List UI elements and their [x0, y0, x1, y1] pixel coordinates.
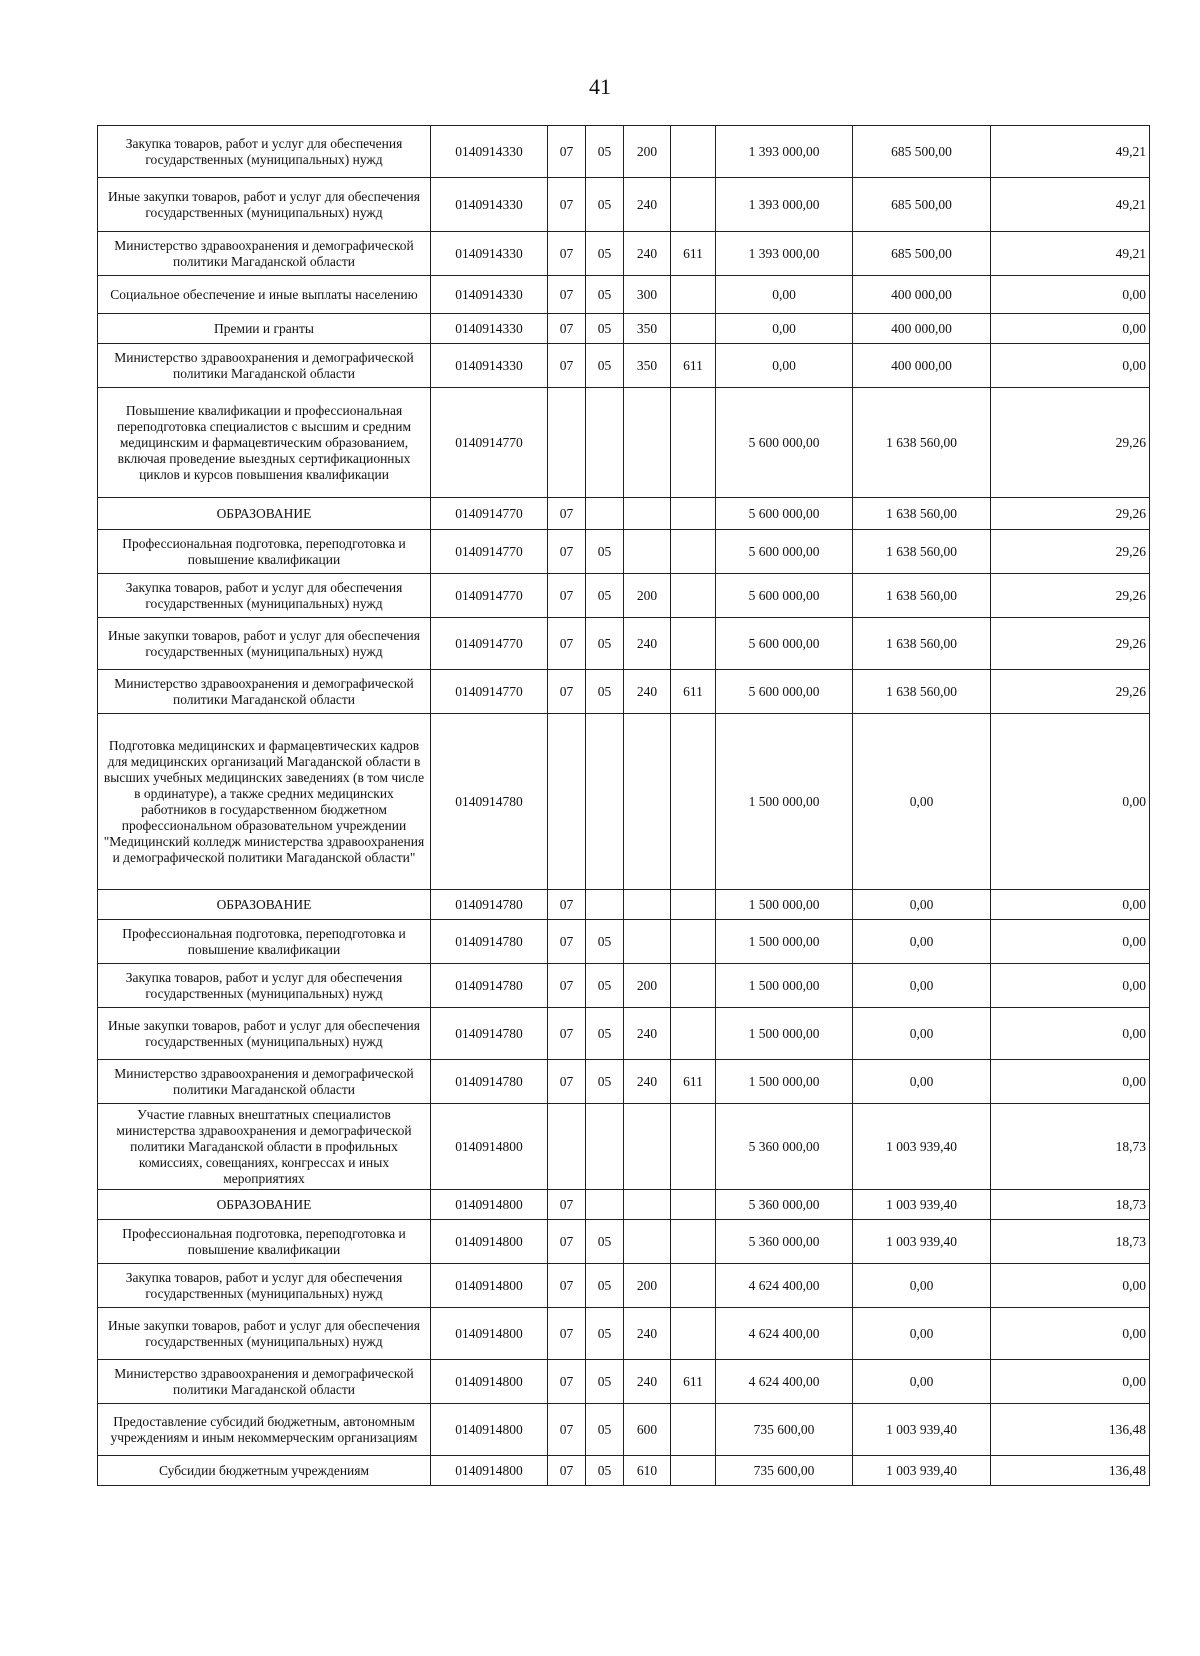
row-fact: 685 500,00 — [853, 232, 991, 276]
row-fact: 0,00 — [853, 920, 991, 964]
row-pr: 05 — [586, 618, 624, 670]
row-pct: 49,21 — [991, 232, 1150, 276]
row-pct: 29,26 — [991, 574, 1150, 618]
row-fact: 0,00 — [853, 1060, 991, 1104]
row-rz: 07 — [548, 1264, 586, 1308]
row-plan: 5 600 000,00 — [716, 574, 853, 618]
row-fact: 0,00 — [853, 1264, 991, 1308]
row-code: 0140914780 — [431, 890, 548, 920]
row-pct: 136,48 — [991, 1456, 1150, 1486]
row-pct: 49,21 — [991, 126, 1150, 178]
row-rz: 07 — [548, 1008, 586, 1060]
row-name: Профессиональная подготовка, переподготовка и повышение квалификации — [98, 530, 431, 574]
table-row — [98, 670, 1150, 714]
row-rz: 07 — [548, 1308, 586, 1360]
row-code: 0140914770 — [431, 388, 548, 498]
row-pct: 136,48 — [991, 1404, 1150, 1456]
table-row — [98, 1264, 1150, 1308]
row-grbs — [671, 498, 716, 530]
row-rz: 07 — [548, 1220, 586, 1264]
row-vr: 240 — [624, 618, 671, 670]
table-row — [98, 1104, 1150, 1190]
row-code: 0140914770 — [431, 498, 548, 530]
row-name: Субсидии бюджетным учреждениям — [98, 1456, 431, 1486]
row-plan: 1 393 000,00 — [716, 178, 853, 232]
table-row — [98, 890, 1150, 920]
row-pr: 05 — [586, 670, 624, 714]
row-name: Подготовка медицинских и фармацевтических кадров для медицинских организаций Магаданской области в высших учебных медицинских заведениях (в том числе в ординатуре), а также средних медицинских работников в государственном бюджетном профессиональном образовательном учреждении "Медицинский колледж министерства здравоохранения и демографической политики Магаданской области" — [98, 714, 431, 890]
row-rz: 07 — [548, 276, 586, 314]
table-row — [98, 498, 1150, 530]
row-fact: 1 638 560,00 — [853, 530, 991, 574]
row-rz: 07 — [548, 1404, 586, 1456]
row-grbs — [671, 1456, 716, 1486]
row-code: 0140914800 — [431, 1360, 548, 1404]
row-grbs — [671, 1308, 716, 1360]
row-fact: 0,00 — [853, 1308, 991, 1360]
table-row — [98, 1404, 1150, 1456]
row-name: Министерство здравоохранения и демографической политики Магаданской области — [98, 344, 431, 388]
row-name: Иные закупки товаров, работ и услуг для обеспечения государственных (муниципальных) нужд — [98, 1008, 431, 1060]
row-grbs — [671, 574, 716, 618]
row-code: 0140914330 — [431, 232, 548, 276]
table-row — [98, 1220, 1150, 1264]
row-vr — [624, 1190, 671, 1220]
row-fact: 1 003 939,40 — [853, 1190, 991, 1220]
row-vr: 240 — [624, 1360, 671, 1404]
row-fact: 1 003 939,40 — [853, 1456, 991, 1486]
row-fact: 1 638 560,00 — [853, 574, 991, 618]
row-pr: 05 — [586, 964, 624, 1008]
row-pr: 05 — [586, 1264, 624, 1308]
row-rz: 07 — [548, 178, 586, 232]
row-pr: 05 — [586, 1360, 624, 1404]
row-fact: 0,00 — [853, 964, 991, 1008]
row-fact: 685 500,00 — [853, 126, 991, 178]
row-code: 0140914330 — [431, 314, 548, 344]
row-rz: 07 — [548, 920, 586, 964]
table-row — [98, 388, 1150, 498]
row-rz: 07 — [548, 498, 586, 530]
table-row — [98, 1008, 1150, 1060]
row-name: Профессиональная подготовка, переподготовка и повышение квалификации — [98, 920, 431, 964]
row-name: Закупка товаров, работ и услуг для обеспечения государственных (муниципальных) нужд — [98, 126, 431, 178]
row-rz: 07 — [548, 1190, 586, 1220]
row-pr: 05 — [586, 314, 624, 344]
row-vr: 600 — [624, 1404, 671, 1456]
row-plan: 1 500 000,00 — [716, 714, 853, 890]
row-name: ОБРАЗОВАНИЕ — [98, 498, 431, 530]
row-grbs — [671, 530, 716, 574]
row-code: 0140914800 — [431, 1456, 548, 1486]
row-name: Профессиональная подготовка, переподготовка и повышение квалификации — [98, 1220, 431, 1264]
row-plan: 5 600 000,00 — [716, 670, 853, 714]
row-grbs: 611 — [671, 670, 716, 714]
table-row — [98, 618, 1150, 670]
row-plan: 5 360 000,00 — [716, 1104, 853, 1190]
row-fact: 1 638 560,00 — [853, 670, 991, 714]
row-pr: 05 — [586, 1220, 624, 1264]
row-rz — [548, 714, 586, 890]
row-pct: 0,00 — [991, 890, 1150, 920]
table-row — [98, 344, 1150, 388]
budget-table — [97, 125, 1150, 1486]
table-row — [98, 1360, 1150, 1404]
row-pct: 0,00 — [991, 1008, 1150, 1060]
table-row — [98, 574, 1150, 618]
row-vr: 240 — [624, 232, 671, 276]
row-plan: 0,00 — [716, 276, 853, 314]
row-fact: 1 003 939,40 — [853, 1220, 991, 1264]
table-row — [98, 276, 1150, 314]
row-name: Иные закупки товаров, работ и услуг для обеспечения государственных (муниципальных) нужд — [98, 618, 431, 670]
row-name: ОБРАЗОВАНИЕ — [98, 1190, 431, 1220]
row-vr: 240 — [624, 1308, 671, 1360]
row-pr: 05 — [586, 574, 624, 618]
row-grbs — [671, 1008, 716, 1060]
row-rz: 07 — [548, 890, 586, 920]
row-vr: 200 — [624, 126, 671, 178]
row-grbs — [671, 890, 716, 920]
row-grbs: 611 — [671, 1060, 716, 1104]
row-grbs — [671, 1190, 716, 1220]
row-rz: 07 — [548, 1360, 586, 1404]
table-row — [98, 964, 1150, 1008]
row-name: Министерство здравоохранения и демографической политики Магаданской области — [98, 1060, 431, 1104]
row-vr — [624, 530, 671, 574]
table-row — [98, 1456, 1150, 1486]
row-pct: 0,00 — [991, 276, 1150, 314]
row-vr: 300 — [624, 276, 671, 314]
row-pct: 49,21 — [991, 178, 1150, 232]
row-rz: 07 — [548, 1060, 586, 1104]
row-code: 0140914780 — [431, 964, 548, 1008]
page-number: 41 — [589, 74, 611, 99]
row-pct: 0,00 — [991, 964, 1150, 1008]
row-plan: 4 624 400,00 — [716, 1308, 853, 1360]
row-fact: 1 003 939,40 — [853, 1404, 991, 1456]
row-name: Иные закупки товаров, работ и услуг для обеспечения государственных (муниципальных) нужд — [98, 178, 431, 232]
row-code: 0140914770 — [431, 574, 548, 618]
row-code: 0140914780 — [431, 1008, 548, 1060]
row-name: Министерство здравоохранения и демографической политики Магаданской области — [98, 670, 431, 714]
row-name: Иные закупки товаров, работ и услуг для обеспечения государственных (муниципальных) нужд — [98, 1308, 431, 1360]
row-code: 0140914330 — [431, 276, 548, 314]
table-row — [98, 178, 1150, 232]
row-pct: 0,00 — [991, 920, 1150, 964]
row-vr: 240 — [624, 1060, 671, 1104]
row-fact: 685 500,00 — [853, 178, 991, 232]
row-grbs — [671, 920, 716, 964]
row-pr: 05 — [586, 1456, 624, 1486]
row-grbs — [671, 714, 716, 890]
row-code: 0140914800 — [431, 1220, 548, 1264]
row-fact: 400 000,00 — [853, 314, 991, 344]
row-plan: 5 600 000,00 — [716, 530, 853, 574]
row-pr — [586, 1104, 624, 1190]
row-name: Повышение квалификации и профессиональная переподготовка специалистов с высшим и средним медицинским и фармацевтическим образованием, включая проведение выездных сертификационных циклов и курсов повышения квалификации — [98, 388, 431, 498]
row-pct: 0,00 — [991, 1308, 1150, 1360]
row-plan: 735 600,00 — [716, 1404, 853, 1456]
row-code: 0140914330 — [431, 126, 548, 178]
row-fact: 1 003 939,40 — [853, 1104, 991, 1190]
row-name: Министерство здравоохранения и демографической политики Магаданской области — [98, 1360, 431, 1404]
row-plan: 5 600 000,00 — [716, 498, 853, 530]
row-code: 0140914800 — [431, 1308, 548, 1360]
row-vr — [624, 920, 671, 964]
row-name: Премии и гранты — [98, 314, 431, 344]
row-rz: 07 — [548, 1456, 586, 1486]
row-code: 0140914330 — [431, 344, 548, 388]
row-pct: 29,26 — [991, 670, 1150, 714]
row-pr: 05 — [586, 530, 624, 574]
row-plan: 0,00 — [716, 344, 853, 388]
row-pct: 29,26 — [991, 388, 1150, 498]
row-rz: 07 — [548, 964, 586, 1008]
row-pr — [586, 714, 624, 890]
row-pct: 0,00 — [991, 344, 1150, 388]
row-pct: 18,73 — [991, 1190, 1150, 1220]
row-name: Участие главных внештатных специалистов министерства здравоохранения и демографической политики Магаданской области в профильных комиссиях, совещаниях, конгрессах и иных мероприятиях — [98, 1104, 431, 1190]
row-name: Закупка товаров, работ и услуг для обеспечения государственных (муниципальных) нужд — [98, 964, 431, 1008]
row-name: Закупка товаров, работ и услуг для обеспечения государственных (муниципальных) нужд — [98, 574, 431, 618]
row-grbs — [671, 388, 716, 498]
row-pr: 05 — [586, 344, 624, 388]
row-fact: 1 638 560,00 — [853, 618, 991, 670]
row-grbs — [671, 1220, 716, 1264]
row-pr: 05 — [586, 1008, 624, 1060]
row-rz — [548, 1104, 586, 1190]
row-grbs — [671, 126, 716, 178]
row-rz: 07 — [548, 618, 586, 670]
row-vr — [624, 1220, 671, 1264]
row-pr — [586, 1190, 624, 1220]
row-vr: 200 — [624, 1264, 671, 1308]
row-vr: 610 — [624, 1456, 671, 1486]
row-fact: 1 638 560,00 — [853, 498, 991, 530]
row-pct: 0,00 — [991, 1060, 1150, 1104]
row-pct: 29,26 — [991, 618, 1150, 670]
row-grbs — [671, 1104, 716, 1190]
row-plan: 1 393 000,00 — [716, 126, 853, 178]
row-grbs — [671, 276, 716, 314]
row-code: 0140914770 — [431, 618, 548, 670]
row-code: 0140914770 — [431, 530, 548, 574]
row-rz: 07 — [548, 314, 586, 344]
row-grbs: 611 — [671, 232, 716, 276]
row-pct: 0,00 — [991, 314, 1150, 344]
row-fact: 0,00 — [853, 1360, 991, 1404]
row-pct: 29,26 — [991, 498, 1150, 530]
row-vr: 350 — [624, 344, 671, 388]
row-vr — [624, 498, 671, 530]
row-plan: 4 624 400,00 — [716, 1360, 853, 1404]
table-row — [98, 530, 1150, 574]
row-plan: 1 500 000,00 — [716, 920, 853, 964]
row-pct: 18,73 — [991, 1104, 1150, 1190]
row-rz: 07 — [548, 344, 586, 388]
row-fact: 400 000,00 — [853, 276, 991, 314]
row-pct: 0,00 — [991, 1360, 1150, 1404]
row-pr: 05 — [586, 232, 624, 276]
row-pct: 0,00 — [991, 1264, 1150, 1308]
row-plan: 5 360 000,00 — [716, 1220, 853, 1264]
row-pr — [586, 388, 624, 498]
row-name: Предоставление субсидий бюджетным, автономным учреждениям и иным некоммерческим организациям — [98, 1404, 431, 1456]
table-row — [98, 126, 1150, 178]
row-name: Закупка товаров, работ и услуг для обеспечения государственных (муниципальных) нужд — [98, 1264, 431, 1308]
row-code: 0140914330 — [431, 178, 548, 232]
table-row — [98, 714, 1150, 890]
row-rz: 07 — [548, 232, 586, 276]
row-vr: 240 — [624, 670, 671, 714]
row-name: Министерство здравоохранения и демографической политики Магаданской области — [98, 232, 431, 276]
row-plan: 1 500 000,00 — [716, 890, 853, 920]
row-plan: 735 600,00 — [716, 1456, 853, 1486]
row-plan: 0,00 — [716, 314, 853, 344]
row-rz: 07 — [548, 574, 586, 618]
row-grbs — [671, 618, 716, 670]
row-vr — [624, 388, 671, 498]
row-pct: 0,00 — [991, 714, 1150, 890]
table-row — [98, 1308, 1150, 1360]
row-fact: 0,00 — [853, 714, 991, 890]
table-row — [98, 1190, 1150, 1220]
table-row — [98, 920, 1150, 964]
row-code: 0140914780 — [431, 1060, 548, 1104]
row-pct: 18,73 — [991, 1220, 1150, 1264]
row-code: 0140914780 — [431, 714, 548, 890]
row-pr: 05 — [586, 1060, 624, 1104]
row-vr: 240 — [624, 1008, 671, 1060]
row-pr: 05 — [586, 276, 624, 314]
row-fact: 1 638 560,00 — [853, 388, 991, 498]
row-rz: 07 — [548, 126, 586, 178]
row-pct: 29,26 — [991, 530, 1150, 574]
row-grbs: 611 — [671, 344, 716, 388]
row-pr: 05 — [586, 920, 624, 964]
row-vr — [624, 1104, 671, 1190]
row-code: 0140914780 — [431, 920, 548, 964]
row-grbs: 611 — [671, 1360, 716, 1404]
row-plan: 1 500 000,00 — [716, 1008, 853, 1060]
row-rz: 07 — [548, 670, 586, 714]
row-pr: 05 — [586, 178, 624, 232]
row-pr — [586, 890, 624, 920]
row-grbs — [671, 1404, 716, 1456]
row-code: 0140914800 — [431, 1104, 548, 1190]
row-plan: 5 600 000,00 — [716, 618, 853, 670]
row-name: Социальное обеспечение и иные выплаты населению — [98, 276, 431, 314]
row-pr — [586, 498, 624, 530]
row-plan: 5 360 000,00 — [716, 1190, 853, 1220]
row-code: 0140914800 — [431, 1264, 548, 1308]
row-code: 0140914770 — [431, 670, 548, 714]
row-fact: 400 000,00 — [853, 344, 991, 388]
row-code: 0140914800 — [431, 1190, 548, 1220]
row-plan: 1 500 000,00 — [716, 1060, 853, 1104]
row-fact: 0,00 — [853, 1008, 991, 1060]
row-plan: 1 500 000,00 — [716, 964, 853, 1008]
budget-table-body — [98, 126, 1150, 1486]
table-row — [98, 232, 1150, 276]
table-row — [98, 1060, 1150, 1104]
row-rz — [548, 388, 586, 498]
row-plan: 1 393 000,00 — [716, 232, 853, 276]
row-vr: 240 — [624, 178, 671, 232]
table-row — [98, 314, 1150, 344]
row-fact: 0,00 — [853, 890, 991, 920]
row-vr — [624, 890, 671, 920]
row-vr: 200 — [624, 964, 671, 1008]
row-plan: 4 624 400,00 — [716, 1264, 853, 1308]
row-pr: 05 — [586, 1308, 624, 1360]
row-name: ОБРАЗОВАНИЕ — [98, 890, 431, 920]
row-grbs — [671, 178, 716, 232]
row-grbs — [671, 1264, 716, 1308]
row-grbs — [671, 314, 716, 344]
row-rz: 07 — [548, 530, 586, 574]
row-vr: 200 — [624, 574, 671, 618]
row-grbs — [671, 964, 716, 1008]
row-vr: 350 — [624, 314, 671, 344]
row-vr — [624, 714, 671, 890]
row-pr: 05 — [586, 126, 624, 178]
row-plan: 5 600 000,00 — [716, 388, 853, 498]
row-pr: 05 — [586, 1404, 624, 1456]
row-code: 0140914800 — [431, 1404, 548, 1456]
